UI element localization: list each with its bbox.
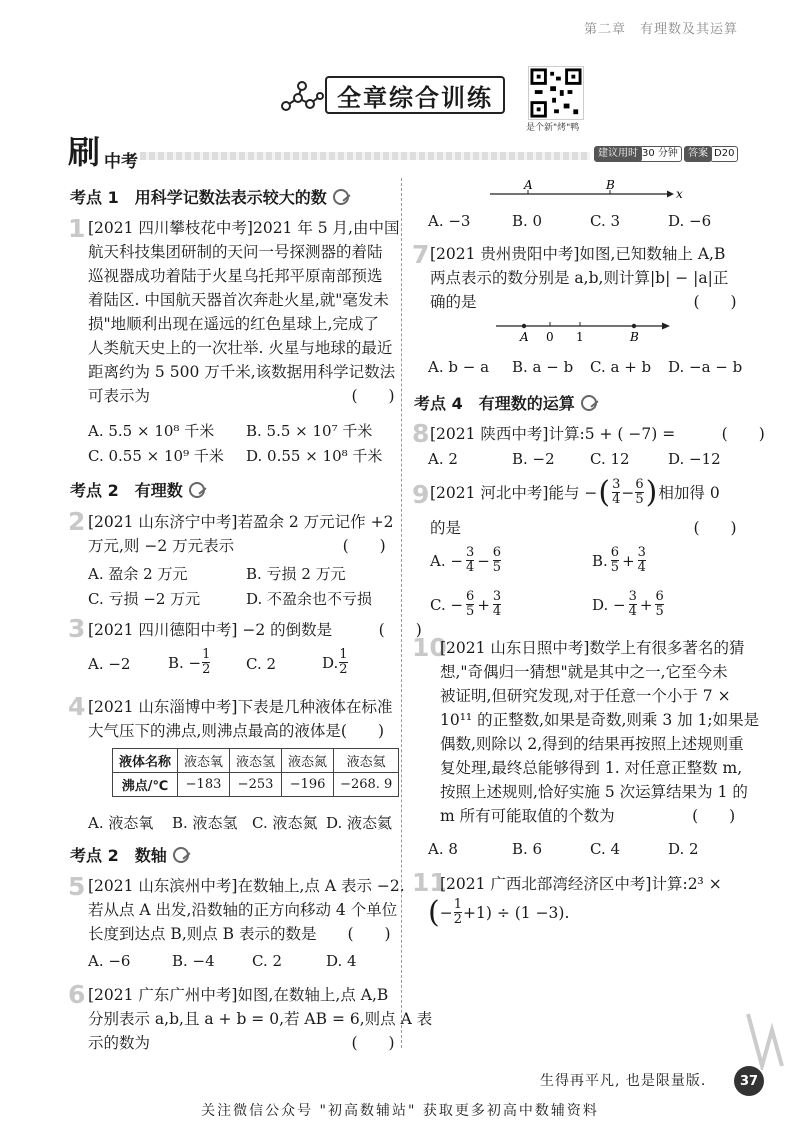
paren-close: ) bbox=[645, 474, 658, 510]
answer-label: 答案 bbox=[684, 146, 712, 162]
question-line: 被证明,但研究发现,对于任意一个小于 7 × bbox=[440, 687, 731, 705]
question-number: 10 bbox=[412, 633, 447, 662]
question-line: 确的是 ( ) bbox=[430, 293, 737, 311]
question-line: 万元,则 −2 万元表示 ( ) bbox=[88, 537, 386, 555]
question-line: 10¹¹ 的正整数,如果是奇数,则乘 3 加 1;如果是 bbox=[440, 711, 760, 729]
denominator: 4 bbox=[492, 604, 502, 619]
option-d[interactable]: D. 4 bbox=[326, 952, 357, 970]
question-line: 的是 ( ) bbox=[430, 519, 737, 537]
table-cell: 液体名称 bbox=[113, 749, 178, 773]
fraction bbox=[339, 648, 347, 677]
table-cell: 沸点/℃ bbox=[113, 773, 178, 797]
denominator: 4 bbox=[637, 560, 646, 575]
question-number: 4 bbox=[68, 692, 86, 721]
numerator: 3 bbox=[628, 589, 637, 604]
option-a[interactable]: A. b − a bbox=[428, 358, 490, 376]
option-b[interactable]: B. 6 bbox=[512, 840, 543, 858]
question-1 bbox=[88, 216, 399, 408]
section-brush-mark: 刷 bbox=[68, 133, 101, 171]
table-row bbox=[113, 773, 399, 797]
section-heading bbox=[70, 478, 205, 501]
question-text: +1) ÷ (1 −3). bbox=[463, 903, 570, 922]
fraction bbox=[629, 590, 637, 619]
table-cell: 液态氦 bbox=[334, 749, 399, 773]
option-d[interactable]: D. −a − b bbox=[668, 358, 743, 376]
denominator: 4 bbox=[612, 492, 621, 507]
tick-label: 1 bbox=[576, 330, 584, 344]
question-number: 2 bbox=[68, 507, 86, 536]
question-10 bbox=[440, 636, 759, 828]
question-line: 人类航天史上的一次壮举. 火星与地球的最近 bbox=[88, 339, 393, 357]
fraction bbox=[466, 546, 474, 575]
option-d[interactable] bbox=[322, 648, 349, 677]
question-line: [2021 陕西中考]计算:5 + ( −7) = ( ) bbox=[430, 425, 765, 443]
option-b[interactable]: B. −2 bbox=[512, 450, 555, 468]
magnifier-icon bbox=[333, 189, 349, 205]
molecule-icon bbox=[280, 80, 324, 112]
question-4 bbox=[88, 695, 392, 743]
option-label: D. bbox=[322, 653, 339, 672]
point-a-label: A bbox=[524, 178, 533, 192]
option-b[interactable]: B. a − b bbox=[512, 358, 574, 376]
question-line: 航天科技集团研制的天问一号探测器的着陆 bbox=[88, 243, 383, 261]
option-b[interactable]: B. 5.5 × 10⁷ 千米 bbox=[246, 422, 373, 440]
minus-sign: − bbox=[621, 483, 635, 502]
option-b[interactable]: B. $\frac{6}{5}$ + $\frac{3}{4}$ bbox=[592, 545, 646, 575]
option-d[interactable]: D. 2 bbox=[668, 840, 699, 858]
question-6 bbox=[88, 983, 432, 1055]
question-line: 若从点 A 出发,沿数轴的正方向移动 4 个单位 bbox=[88, 901, 398, 919]
table-cell: 液态氢 bbox=[230, 749, 282, 773]
question-line: m 所有可能取值的个数为 ( ) bbox=[440, 807, 736, 825]
fraction bbox=[454, 898, 462, 927]
table-cell: 液态氧 bbox=[178, 749, 230, 773]
section-heading-text: 考点 2 数轴 bbox=[70, 846, 167, 865]
section-heading-text: 考点 1 用科学记数法表示较大的数 bbox=[70, 188, 327, 207]
option-c[interactable]: C. − $\frac{6}{5}$ + $\frac{3}{4}$ bbox=[430, 589, 502, 619]
fraction bbox=[638, 546, 646, 575]
qr-code-icon[interactable] bbox=[528, 66, 584, 120]
table-cell: −196 bbox=[282, 773, 334, 797]
question-line: 示的数为 ( ) bbox=[88, 1034, 395, 1052]
question-line: [2021 贵州贵阳中考]如图,已知数轴上 A,B bbox=[430, 245, 726, 263]
question-7 bbox=[430, 242, 737, 314]
magnifier-icon bbox=[189, 482, 205, 498]
page-number: 37 bbox=[734, 1066, 764, 1096]
question-line: 大气压下的沸点,则沸点最高的液体是( ) bbox=[88, 722, 385, 740]
denominator: 5 bbox=[466, 604, 475, 619]
paren-open: ( bbox=[598, 474, 611, 510]
question-line: 距离约为 5 500 万千米,该数据用科学记数法 bbox=[88, 363, 396, 381]
section-heading bbox=[70, 843, 189, 866]
axis-x-label: x bbox=[676, 187, 683, 201]
option-b[interactable]: B. 0 bbox=[512, 212, 543, 230]
question-line: 着陆区. 中国航天器首次奔赴火星,就"毫发未 bbox=[88, 291, 389, 309]
boiling-point-table bbox=[112, 748, 399, 797]
question-number: 1 bbox=[68, 214, 86, 243]
question-number: 8 bbox=[412, 419, 430, 448]
numerator: 6 bbox=[635, 477, 644, 492]
question-text: [2021 河北中考]能与 − bbox=[430, 483, 598, 502]
option-a[interactable]: A. − $\frac{3}{4}$ − $\frac{6}{5}$ bbox=[430, 545, 502, 575]
magnifier-icon bbox=[173, 847, 189, 863]
question-11-expression: ( − $\frac{1}{2}$ +1) ÷ (1 −3). bbox=[428, 894, 570, 930]
option-label: B. − bbox=[168, 653, 202, 672]
numerator: 6 bbox=[492, 545, 502, 560]
section-bar bbox=[140, 152, 590, 160]
question-9-line bbox=[430, 474, 720, 510]
section-heading bbox=[414, 391, 597, 414]
fraction bbox=[611, 546, 619, 575]
question-number: 3 bbox=[68, 614, 86, 643]
question-text: 相加得 0 bbox=[658, 483, 720, 502]
promo-text: 关注微信公众号 "初高数辅站" 获取更多初高中数辅资料 bbox=[201, 1103, 599, 1119]
table-cell: −268. 9 bbox=[334, 773, 399, 797]
question-line: 损"地顺利出现在遥远的红色星球上,完成了 bbox=[88, 315, 380, 333]
denominator: 5 bbox=[655, 604, 664, 619]
question-number: 6 bbox=[68, 980, 86, 1009]
fraction bbox=[655, 590, 663, 619]
number-line-q7 bbox=[494, 316, 674, 346]
option-a[interactable]: A. 液态氧 bbox=[88, 814, 154, 832]
option-a[interactable]: A. 5.5 × 10⁸ 千米 bbox=[88, 422, 215, 440]
option-d[interactable]: D. 不盈余也不亏损 bbox=[246, 590, 373, 608]
option-a[interactable]: A. 2 bbox=[428, 450, 458, 468]
option-d[interactable]: D. 0.55 × 10⁸ 千米 bbox=[246, 447, 383, 465]
question-line: [2021 四川德阳中考] −2 的倒数是 ( ) bbox=[88, 621, 422, 639]
decorative-corner-icon bbox=[742, 1010, 788, 1070]
fraction bbox=[466, 590, 474, 619]
option-d[interactable]: D. − $\frac{3}{4}$ + $\frac{6}{5}$ bbox=[592, 589, 664, 619]
footer-motto: 生得再平凡, 也是限量版. bbox=[540, 1073, 707, 1089]
option-d[interactable]: D. −12 bbox=[668, 450, 721, 468]
denominator: 2 bbox=[339, 662, 348, 677]
page-title: 全章综合训练 bbox=[325, 76, 505, 114]
option-c[interactable]: C. 亏损 −2 万元 bbox=[88, 590, 201, 608]
option-c[interactable]: C. 3 bbox=[590, 212, 621, 230]
question-line: 两点表示的数分别是 a,b,则计算|b| − |a|正 bbox=[430, 269, 729, 287]
numerator: 6 bbox=[610, 545, 620, 560]
option-b[interactable]: B. 液态氢 bbox=[172, 814, 238, 832]
option-c[interactable]: C. a + b bbox=[590, 358, 652, 376]
denominator: 2 bbox=[453, 912, 462, 927]
tick-label: 0 bbox=[546, 330, 554, 344]
magnifier-icon bbox=[581, 395, 597, 411]
qr-caption: 是个新"烤"鸭 bbox=[526, 123, 580, 133]
option-c[interactable]: C. 4 bbox=[590, 840, 621, 858]
question-line: 想,"奇偶归一猜想"就是其中之一,它至今未 bbox=[440, 663, 728, 681]
chapter-header: 第二章 有理数及其运算 bbox=[583, 22, 738, 37]
denominator: 5 bbox=[610, 560, 620, 575]
denominator: 5 bbox=[492, 560, 502, 575]
question-line: [2021 广东广州中考]如图,在数轴上,点 A,B bbox=[88, 986, 389, 1004]
numerator: 1 bbox=[202, 647, 211, 662]
question-line: [2021 山东淄博中考]下表是几种液体在标准 bbox=[88, 698, 393, 716]
denominator: 2 bbox=[202, 662, 211, 677]
question-line: [2021 山东日照中考]数学上有很多著名的猜 bbox=[440, 639, 745, 657]
question-5 bbox=[88, 874, 405, 946]
question-number: 5 bbox=[68, 872, 86, 901]
table-cell: −183 bbox=[178, 773, 230, 797]
numerator: 1 bbox=[339, 647, 348, 662]
question-line: 长度到达点 B,则点 B 表示的数是 ( ) bbox=[88, 925, 391, 943]
numerator: 3 bbox=[465, 545, 475, 560]
numerator: 3 bbox=[612, 477, 621, 492]
question-line: 按照上述规则,恰好实施 5 次运算结果为 1 的 bbox=[440, 783, 748, 801]
point-b-label: B bbox=[630, 330, 639, 344]
denominator: 5 bbox=[635, 492, 644, 507]
numerator: 3 bbox=[637, 545, 646, 560]
question-2 bbox=[88, 510, 393, 558]
question-number: 11 bbox=[412, 868, 447, 897]
fraction bbox=[635, 478, 643, 507]
section-heading-text: 考点 2 有理数 bbox=[70, 481, 183, 500]
option-c[interactable]: C. 2 bbox=[246, 655, 277, 673]
question-line: 复处理,最终总能够得到 1. 对任意正整数 m, bbox=[440, 759, 743, 777]
answer-value: D20 bbox=[710, 146, 738, 162]
section-heading-text: 考点 4 有理数的运算 bbox=[414, 394, 575, 413]
option-c[interactable]: C. 液态氮 bbox=[252, 814, 318, 832]
time-label: 建议用时 bbox=[594, 146, 642, 162]
numerator: 1 bbox=[453, 897, 462, 912]
table-cell: −253 bbox=[230, 773, 282, 797]
numerator: 6 bbox=[466, 589, 475, 604]
option-b[interactable] bbox=[168, 648, 211, 677]
option-c[interactable]: C. 12 bbox=[590, 450, 630, 468]
number-line-q6 bbox=[486, 178, 686, 202]
numerator: 3 bbox=[492, 589, 502, 604]
denominator: 4 bbox=[465, 560, 475, 575]
option-a[interactable]: A. 盈余 2 万元 bbox=[88, 565, 188, 583]
fraction bbox=[612, 478, 620, 507]
option-d[interactable]: D. 液态氦 bbox=[326, 814, 393, 832]
question-line: [2021 山东济宁中考]若盈余 2 万元记作 +2 bbox=[88, 513, 394, 531]
point-a-label: A bbox=[520, 330, 529, 344]
option-b[interactable]: B. −4 bbox=[172, 952, 215, 970]
section-name: 中考 bbox=[104, 152, 138, 172]
question-line: [2021 广西北部湾经济区中考]计算:2³ × bbox=[440, 875, 722, 893]
section-heading bbox=[70, 185, 349, 208]
option-a[interactable]: A. −3 bbox=[428, 212, 471, 230]
question-line: [2021 山东滨州中考]在数轴上,点 A 表示 −2. bbox=[88, 877, 405, 895]
question-number: 7 bbox=[412, 240, 430, 269]
question-line: 巡视器成功着陆于火星乌托邦平原南部预选 bbox=[88, 267, 383, 285]
option-b[interactable]: B. 亏损 2 万元 bbox=[246, 565, 346, 583]
point-b-label: B bbox=[606, 178, 615, 192]
paren-open: ( bbox=[428, 894, 440, 930]
table-cell: 液态氮 bbox=[282, 749, 334, 773]
option-c[interactable]: C. 2 bbox=[252, 952, 283, 970]
table-header-row bbox=[113, 749, 399, 773]
fraction bbox=[202, 648, 210, 677]
time-value: 30 分钟 bbox=[638, 146, 682, 162]
option-a[interactable]: A. 8 bbox=[428, 840, 458, 858]
question-line: 偶数,则除以 2,得到的结果再按照上述规则重 bbox=[440, 735, 744, 753]
question-number: 9 bbox=[412, 480, 430, 509]
question-line: 可表示为 ( ) bbox=[88, 387, 395, 405]
option-a[interactable]: A. −2 bbox=[88, 655, 131, 673]
denominator: 4 bbox=[628, 604, 637, 619]
option-c[interactable]: C. 0.55 × 10⁹ 千米 bbox=[88, 447, 224, 465]
fraction bbox=[493, 546, 501, 575]
option-d[interactable]: D. −6 bbox=[668, 212, 712, 230]
option-a[interactable]: A. −6 bbox=[88, 952, 131, 970]
question-line: [2021 四川攀枝花中考]2021 年 5 月,由中国 bbox=[88, 219, 400, 237]
numerator: 6 bbox=[655, 589, 664, 604]
question-line: 分别表示 a,b,且 a + b = 0,若 AB = 6,则点 A 表 bbox=[88, 1010, 433, 1028]
fraction bbox=[493, 590, 501, 619]
